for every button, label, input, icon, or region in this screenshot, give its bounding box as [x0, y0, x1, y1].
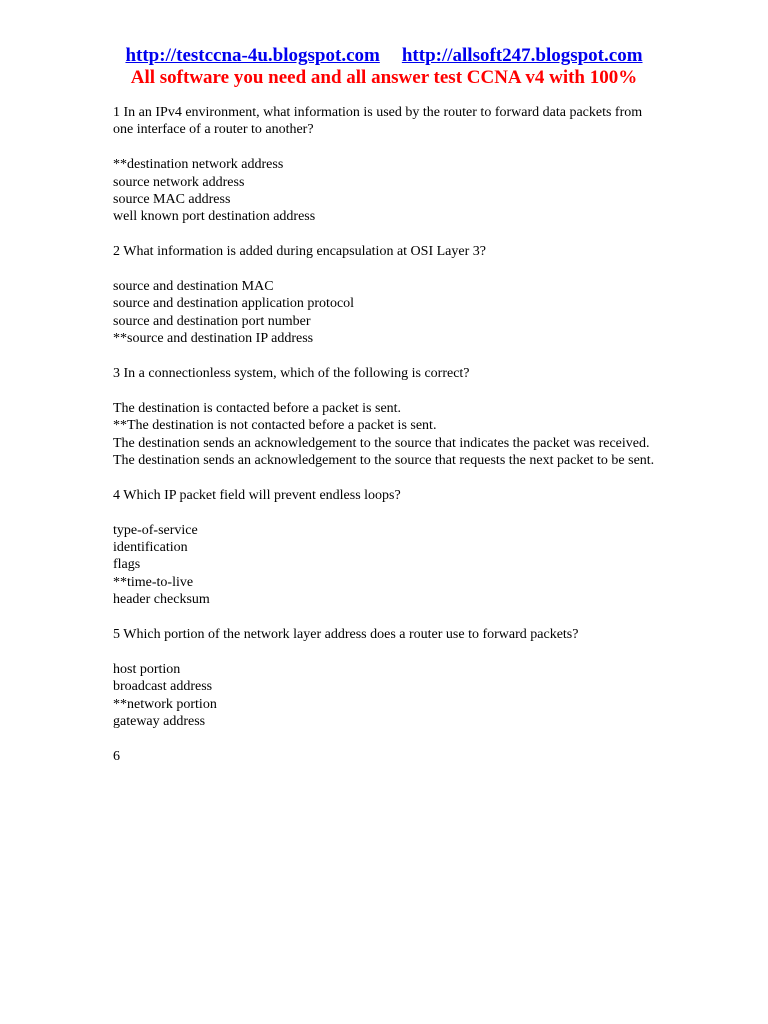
answer-option: **time-to-live — [113, 574, 194, 590]
answer-option: source and destination application protocol — [113, 296, 355, 312]
answer-option: The destination is contacted before a packet is sent. — [113, 400, 402, 416]
question-block — [113, 487, 658, 609]
question-block — [113, 626, 658, 730]
answer-list — [113, 522, 658, 609]
question-block — [113, 243, 658, 347]
answer-option: flags — [113, 557, 141, 573]
answer-option: source MAC address — [113, 192, 231, 208]
question-block — [113, 748, 658, 765]
answer-option: The destination sends an acknowledgement to the source that requests the next packet to be sent. — [113, 453, 655, 469]
answer-option: **source and destination IP address — [113, 331, 314, 347]
question-block — [113, 104, 658, 226]
testccna-link[interactable]: http://testccna-4u.blogspot.com — [125, 45, 380, 66]
answer-list — [113, 661, 658, 731]
question-text: 1 In an IPv4 environment, what information is used by the router to forward data packets from one interface of a router to another? — [113, 105, 643, 138]
answer-option: type-of-service — [113, 522, 198, 538]
question-text: 3 In a connectionless system, which of the following is correct? — [113, 366, 470, 382]
answer-option: source and destination port number — [113, 313, 311, 329]
answer-option: source network address — [113, 174, 245, 190]
answer-option: broadcast address — [113, 679, 213, 695]
answer-option: host portion — [113, 661, 181, 677]
allsoft-link[interactable]: http://allsoft247.blogspot.com — [401, 45, 643, 66]
question-text: 4 Which IP packet field will prevent endless loops? — [113, 487, 401, 503]
answer-option: The destination sends an acknowledgement to the source that indicates the packet was received. — [113, 435, 650, 451]
answer-option: well known port destination address — [113, 209, 316, 225]
question-block — [113, 365, 658, 469]
answer-option: source and destination MAC — [113, 279, 274, 295]
question-text: 6 — [113, 748, 120, 764]
header-links — [0, 44, 768, 68]
question-text: 5 Which portion of the network layer address does a router use to forward packets? — [113, 627, 579, 643]
answer-list — [113, 156, 658, 226]
answer-option: header checksum — [113, 592, 210, 608]
answer-option: **network portion — [113, 696, 217, 712]
answer-option: **destination network address — [113, 157, 284, 173]
answer-list — [113, 400, 658, 470]
question-list — [113, 104, 658, 783]
question-text: 2 What information is added during encapsulation at OSI Layer 3? — [113, 244, 486, 260]
answer-option: identification — [113, 540, 188, 556]
answer-option: **The destination is not contacted before a packet is sent. — [113, 418, 437, 434]
header-tagline: All software you need and all answer test CCNA v4 with 100% — [130, 67, 638, 88]
answer-option: gateway address — [113, 714, 206, 730]
answer-list — [113, 278, 658, 348]
